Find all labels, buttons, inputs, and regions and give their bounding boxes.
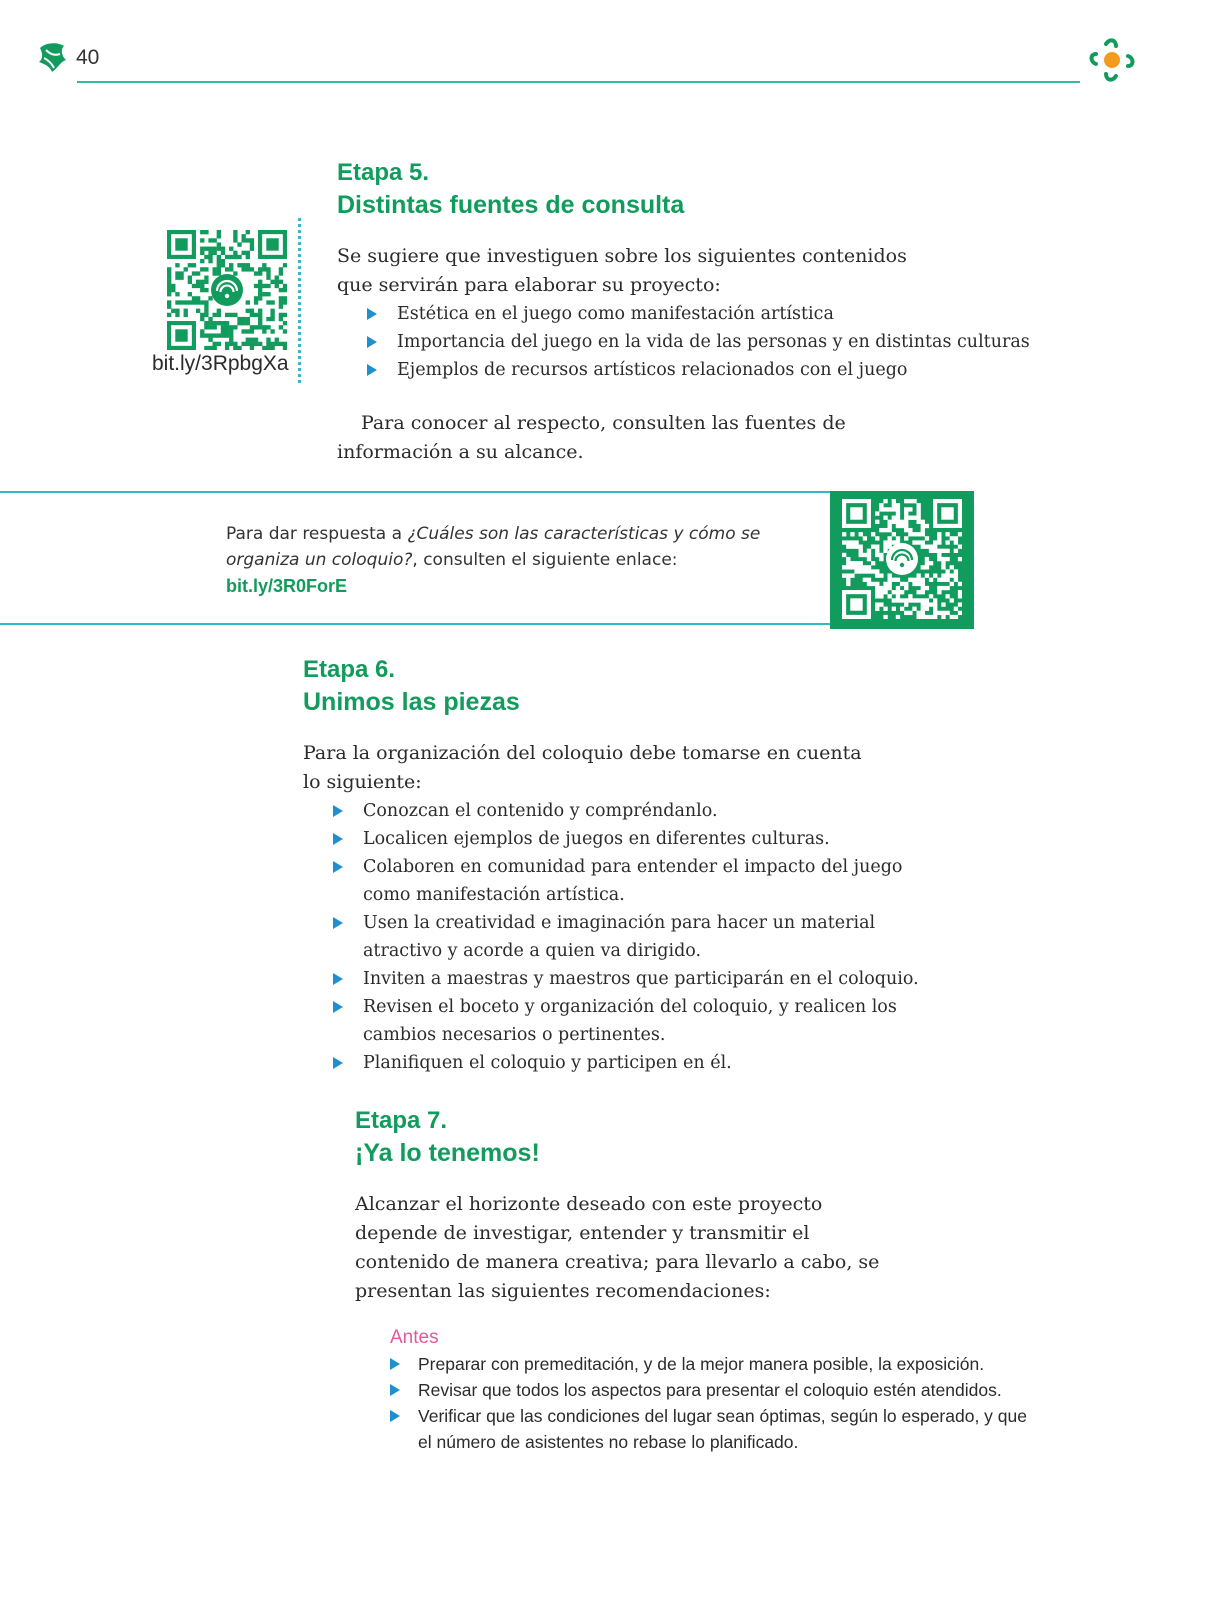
list-item-text: Usen la creatividad e imaginación para hacer un material atractivo y acorde a quien va dirigido. bbox=[363, 913, 876, 961]
wifi-icon bbox=[211, 274, 243, 306]
triangle-bullet-icon bbox=[367, 308, 377, 320]
stage-6-intro: Para la organización del coloquio debe tomarse en cuenta lo siguiente: bbox=[303, 742, 862, 793]
qr-code-icon bbox=[842, 499, 962, 619]
stage-5-closing: Para conocer al respecto, consulten las fuentes de información a su alcance. bbox=[337, 412, 846, 463]
list-item-text: Estética en el juego como manifestación artística bbox=[397, 304, 834, 324]
stage-7-intro: Alcanzar el horizonte deseado con este proyecto depende de investigar, entender y transmitir el contenido de manera creativa; para llevarlo a cabo, se presentan las siguientes recomendaciones: bbox=[355, 1193, 880, 1302]
triangle-bullet-icon bbox=[333, 1001, 343, 1013]
list-item bbox=[333, 1049, 933, 1077]
list-item bbox=[367, 328, 1037, 356]
list-item bbox=[390, 1377, 1030, 1403]
triangle-bullet-icon bbox=[333, 973, 343, 985]
list-item bbox=[367, 356, 1037, 384]
info-link[interactable]: bit.ly/3R0ForE bbox=[226, 576, 348, 596]
flower-logo-icon bbox=[1086, 34, 1138, 86]
list-item bbox=[333, 825, 933, 853]
info-box-text bbox=[226, 521, 806, 600]
leaf-logo-icon bbox=[36, 40, 70, 74]
qr-link-label: bit.ly/3RpbgXa bbox=[152, 352, 289, 375]
triangle-bullet-icon bbox=[390, 1358, 400, 1370]
triangle-bullet-icon bbox=[333, 917, 343, 929]
list-item-text: Revisen el boceto y organización del coloquio, y realicen los cambios necesarios o pertinentes. bbox=[363, 997, 897, 1045]
triangle-bullet-icon bbox=[367, 364, 377, 376]
stage-5-intro: Se sugiere que investiguen sobre los siguientes contenidos que servirán para elaborar su proyecto: bbox=[337, 245, 907, 296]
list-item bbox=[390, 1351, 1030, 1377]
triangle-bullet-icon bbox=[333, 861, 343, 873]
stage-5-subtitle: Distintas fuentes de consulta bbox=[337, 191, 685, 219]
triangle-bullet-icon bbox=[333, 833, 343, 845]
header-rule bbox=[77, 81, 1080, 83]
antes-label: Antes bbox=[390, 1327, 439, 1348]
list-item-text: Preparar con premeditación, y de la mejor manera posible, la exposición. bbox=[418, 1354, 985, 1374]
antes-block bbox=[390, 1327, 1030, 1455]
triangle-bullet-icon bbox=[390, 1410, 400, 1422]
stage-6-title: Etapa 6. bbox=[303, 656, 396, 683]
stage-6-list bbox=[333, 797, 933, 1077]
list-item-text: Importancia del juego en la vida de las personas y en distintas culturas bbox=[397, 332, 1030, 352]
list-item bbox=[333, 797, 933, 825]
triangle-bullet-icon bbox=[390, 1384, 400, 1396]
list-item bbox=[367, 300, 1037, 328]
list-item-text: Revisar que todos los aspectos para presentar el coloquio estén atendidos. bbox=[418, 1380, 1002, 1400]
list-item-text: Localicen ejemplos de juegos en diferentes culturas. bbox=[363, 829, 830, 849]
list-item bbox=[333, 853, 933, 909]
list-item-text: Verificar que las condiciones del lugar sean óptimas, según lo esperado, y que el número de asistentes no rebase lo planificado. bbox=[418, 1406, 1027, 1452]
page-number: 40 bbox=[76, 46, 100, 69]
stage-6-section bbox=[303, 655, 1003, 1077]
qr-code-icon bbox=[167, 230, 287, 350]
stage-7-subtitle: ¡Ya lo tenemos! bbox=[355, 1139, 540, 1167]
list-item-text: Planifiquen el coloquio y participen en él. bbox=[363, 1053, 732, 1073]
info-question: ¿Cuáles son las características y cómo se organiza un coloquio? bbox=[226, 524, 761, 570]
list-item bbox=[333, 909, 933, 965]
dotted-divider bbox=[298, 218, 301, 383]
triangle-bullet-icon bbox=[333, 1057, 343, 1069]
list-item bbox=[333, 993, 933, 1049]
antes-list bbox=[390, 1351, 1030, 1455]
info-text-after: , consulten el siguiente enlace: bbox=[412, 550, 678, 570]
stage-5-section bbox=[337, 158, 1037, 467]
list-item-text: Ejemplos de recursos artísticos relacionados con el juego bbox=[397, 360, 908, 380]
list-item-text: Inviten a maestras y maestros que participarán en el coloquio. bbox=[363, 969, 919, 989]
triangle-bullet-icon bbox=[333, 805, 343, 817]
wifi-icon bbox=[886, 543, 918, 575]
triangle-bullet-icon bbox=[367, 336, 377, 348]
list-item bbox=[390, 1403, 1030, 1455]
stage-7-section bbox=[355, 1106, 1055, 1306]
stage-5-list bbox=[367, 300, 1037, 384]
stage-7-title: Etapa 7. bbox=[355, 1107, 448, 1134]
list-item bbox=[333, 965, 933, 993]
list-item-text: Colaboren en comunidad para entender el impacto del juego como manifestación artística. bbox=[363, 857, 903, 905]
info-text-before: Para dar respuesta a bbox=[226, 524, 408, 544]
list-item-text: Conozcan el contenido y compréndanlo. bbox=[363, 801, 718, 821]
stage-6-subtitle: Unimos las piezas bbox=[303, 688, 520, 716]
stage-5-title: Etapa 5. bbox=[337, 159, 430, 186]
